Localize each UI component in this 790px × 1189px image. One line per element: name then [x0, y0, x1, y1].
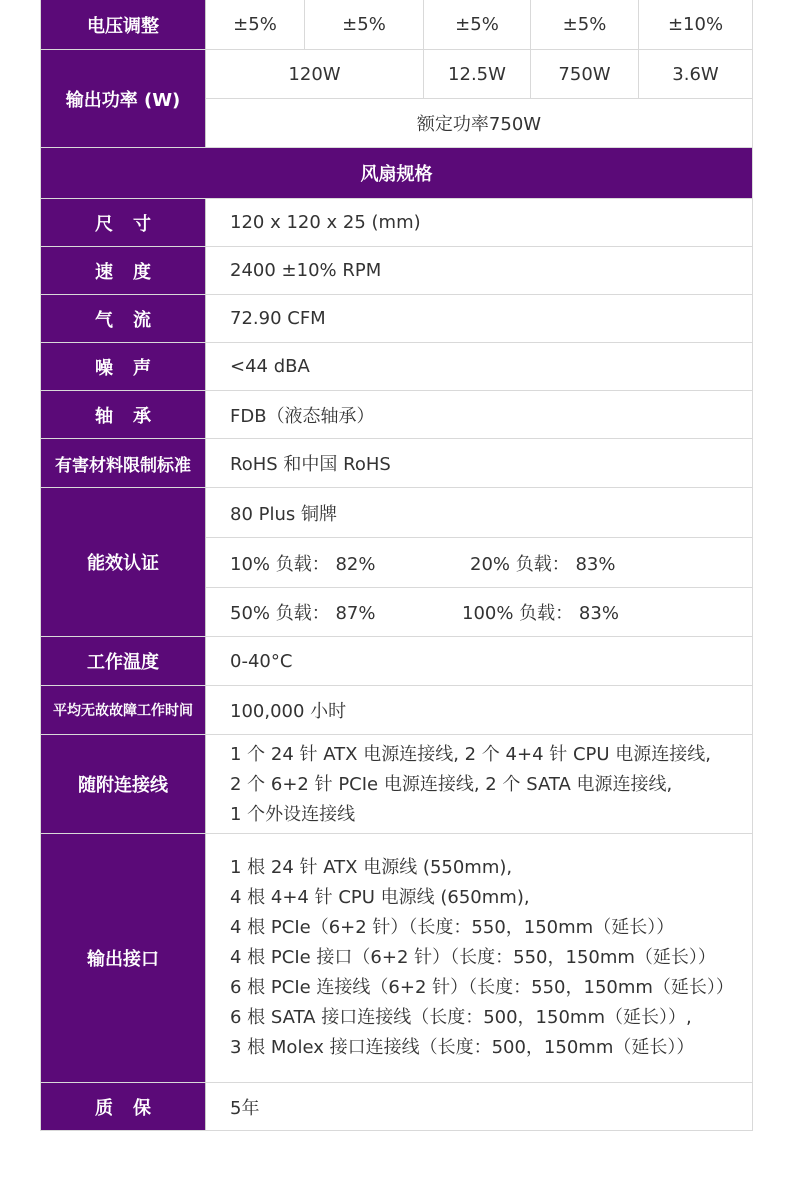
cable-line: 1 个外设连接线 [230, 804, 356, 825]
power-cell: 12.5W [424, 50, 531, 98]
rohs-value: RoHS 和中国 RoHS [230, 454, 391, 475]
load-item: 10% 负载： 82% [230, 553, 376, 575]
output-line: 1 根 24 针 ATX 电源线 (550mm), [230, 857, 513, 878]
output-line: 4 根 PCIe 接口（6+2 针）（长度：550，150mm（延长）） [230, 947, 716, 968]
fan-bearing-value: FDB（液态轴承） [230, 405, 375, 427]
efficiency-load-row [206, 537, 752, 587]
efficiency-label: 能效认证 [41, 488, 206, 636]
output-line: 6 根 PCIe 连接线（6+2 针）（长度：550，150mm（延长）） [230, 977, 734, 998]
outputs-row [41, 834, 752, 1083]
temperature-label: 工作温度 [41, 637, 206, 685]
efficiency-load-row [206, 587, 752, 636]
rohs-label: 有害材料限制标准 [41, 439, 206, 487]
power-cell: 750W [531, 50, 639, 98]
voltage-cell: ±5% [305, 0, 424, 49]
warranty-value: 5年 [230, 1097, 260, 1119]
efficiency-cert: 80 Plus 铜牌 [230, 503, 337, 525]
voltage-cell: ±5% [424, 0, 531, 49]
temperature-value: 0-40°C [230, 650, 293, 672]
fan-bearing-label: 轴承 [41, 391, 206, 438]
outputs-label: 输出接口 [41, 834, 206, 1082]
power-cell: 120W [206, 50, 424, 98]
voltage-cell: ±5% [206, 0, 305, 49]
fan-airflow-value: 72.90 CFM [230, 308, 326, 329]
fan-noise-label: 噪声 [41, 343, 206, 390]
cable-line: 2 个 6+2 针 PCIe 电源连接线, 2 个 SATA 电源连接线, [230, 774, 673, 795]
cables-row [41, 735, 752, 834]
output-power-row [41, 50, 752, 148]
fan-airflow-label: 气流 [41, 295, 206, 342]
output-line: 6 根 SATA 接口连接线（长度：500，150mm（延长））, [230, 1007, 692, 1028]
cables-label: 随附连接线 [41, 735, 206, 833]
mtbf-row [41, 686, 752, 735]
fan-section-title: 风扇规格 [41, 148, 752, 199]
fan-size-value: 120 x 120 x 25 (mm) [230, 212, 421, 233]
fan-speed-row [41, 247, 752, 295]
mtbf-label: 平均无故故障工作时间 [41, 686, 206, 734]
efficiency-row [41, 488, 752, 637]
temperature-row [41, 637, 752, 686]
power-cell: 3.6W [672, 63, 719, 85]
warranty-row [41, 1083, 752, 1131]
fan-speed-value: 2400 ±10% RPM [230, 260, 382, 281]
load-item: 100% 负载： 83% [462, 603, 619, 624]
load-item: 20% 负载： 83% [470, 553, 616, 575]
voltage-cell: ±5% [531, 0, 639, 49]
rohs-row [41, 439, 752, 488]
fan-speed-label: 速度 [41, 247, 206, 294]
voltage-label: 电压调整 [41, 0, 206, 49]
rated-power: 额定功率750W [416, 114, 542, 135]
mtbf-value: 100,000 小时 [230, 701, 347, 722]
output-line: 4 根 PCIe（6+2 针）（长度：550，150mm（延长）） [230, 917, 675, 938]
fan-noise-value: <44 dBA [230, 356, 310, 377]
fan-airflow-row [41, 295, 752, 343]
output-line: 4 根 4+4 针 CPU 电源线 (650mm), [230, 887, 530, 908]
fan-size-row [41, 199, 752, 247]
cable-line: 1 个 24 针 ATX 电源连接线, 2 个 4+4 针 CPU 电源连接线, [230, 744, 712, 765]
fan-size-label: 尺寸 [41, 199, 206, 246]
spec-table [40, 0, 753, 1131]
fan-noise-row [41, 343, 752, 391]
fan-bearing-row [41, 391, 752, 439]
voltage-row [41, 0, 752, 50]
warranty-label: 质保 [41, 1083, 206, 1130]
output-power-label: 输出功率 (W) [41, 50, 206, 147]
output-line: 3 根 Molex 接口连接线（长度：500，150mm（延长）） [230, 1037, 695, 1058]
load-item: 50% 负载： 87% [230, 603, 376, 624]
voltage-cell: ±10% [667, 14, 724, 35]
